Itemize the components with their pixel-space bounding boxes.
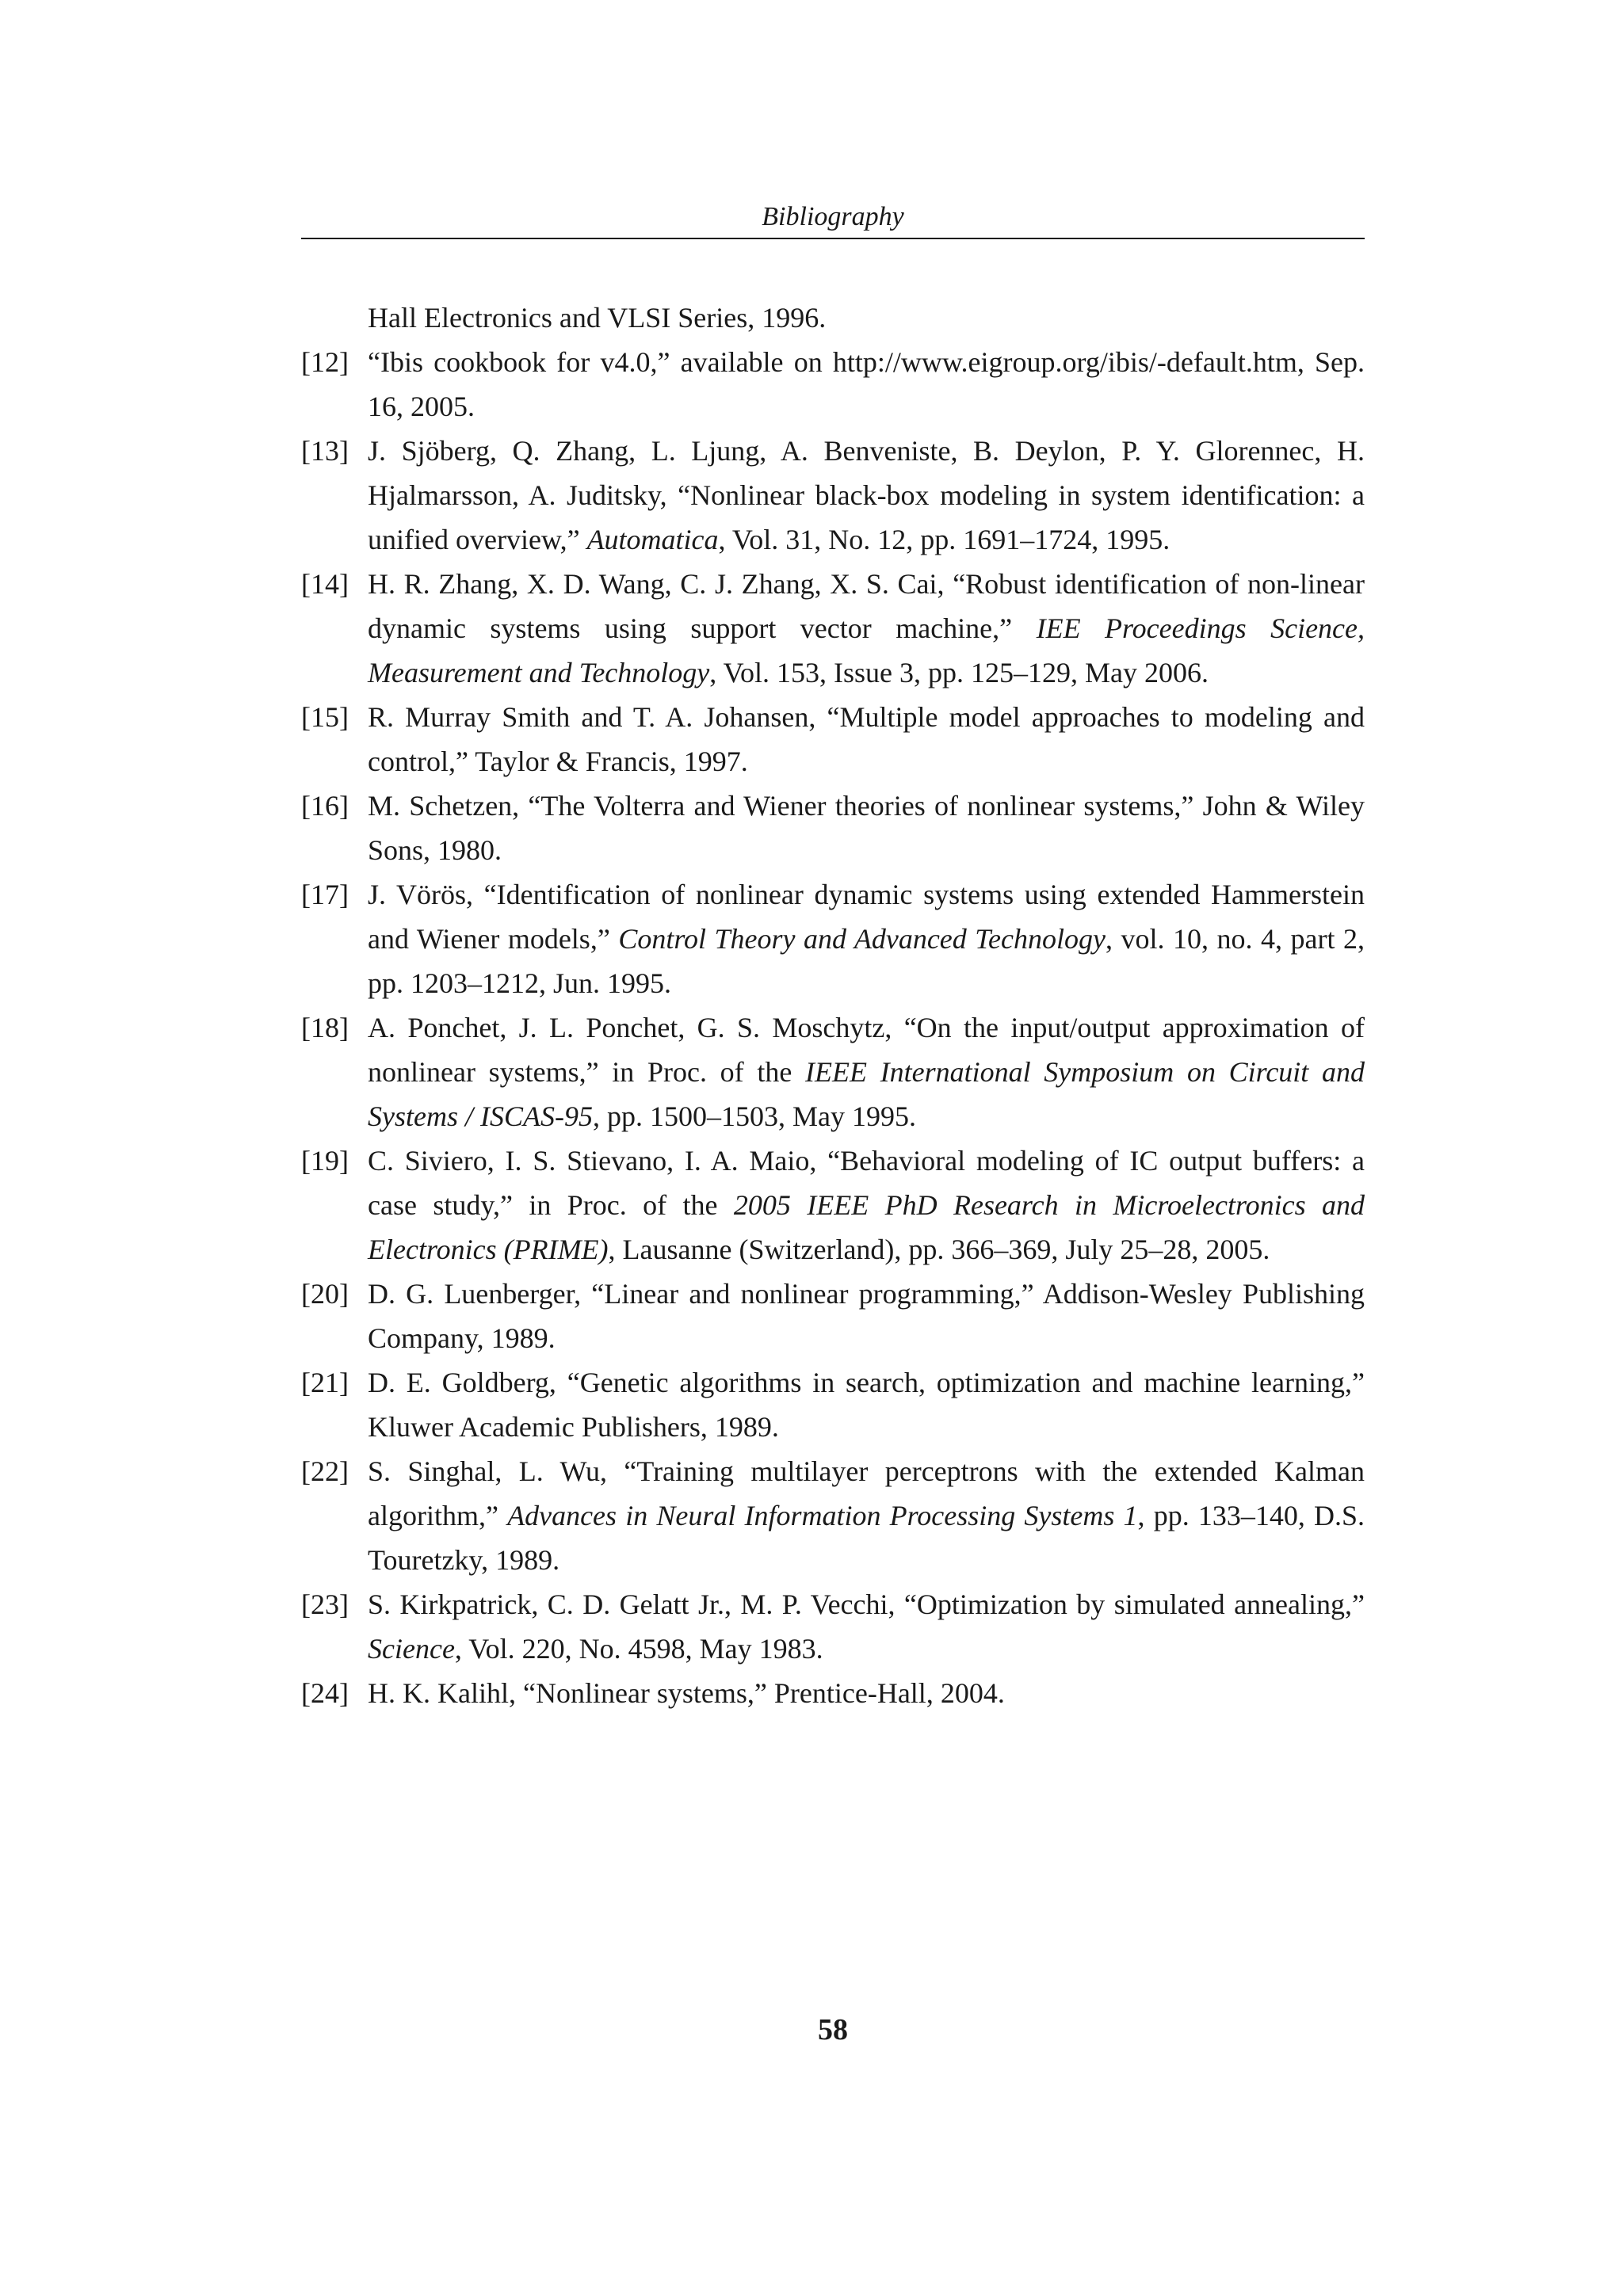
reference-text: H. R. Zhang, X. D. Wang, C. J. Zhang, X. S. Cai, “Robust identification of non-linear dynamic systems using support vector machine,” <box>368 568 1365 644</box>
reference-venue: IEE Proceedings Science, Measurement and Technology <box>368 612 1365 688</box>
reference-text: , Vol. 31, No. 12, pp. 1691–1724, 1995. <box>718 524 1170 555</box>
reference-entry <box>301 562 1365 695</box>
reference-number: [17] <box>301 879 349 910</box>
reference-number: [14] <box>301 568 349 600</box>
reference-text: H. K. Kalihl, “Nonlinear systems,” Prentice-Hall, 2004. <box>368 1677 1005 1709</box>
reference-number: [15] <box>301 701 349 733</box>
reference-entry <box>301 784 1365 872</box>
reference-number: [19] <box>301 1145 349 1177</box>
reference-text: R. Murray Smith and T. A. Johansen, “Multiple model approaches to modeling and control,” Taylor & Francis, 1997. <box>368 701 1365 777</box>
reference-text: D. E. Goldberg, “Genetic algorithms in search, optimization and machine learning,” Kluwer Academic Publishers, 1989. <box>368 1367 1365 1443</box>
reference-number: [22] <box>301 1455 349 1487</box>
reference-entry <box>301 340 1365 429</box>
reference-text: A. Ponchet, J. L. Ponchet, G. S. Moschytz, “On the input/output approximation of nonlinear systems,” in Proc. of the <box>368 1012 1365 1088</box>
reference-entry <box>301 695 1365 784</box>
reference-entry <box>301 1138 1365 1272</box>
reference-text: , vol. 10, no. 4, part 2, pp. 1203–1212, Jun. 1995. <box>368 923 1365 999</box>
reference-text: , pp. 1500–1503, May 1995. <box>592 1100 916 1132</box>
reference-text: , Lausanne (Switzerland), pp. 366–369, July 25–28, 2005. <box>608 1234 1270 1265</box>
reference-venue: 2005 IEEE PhD Research in Microelectronics and Electronics (PRIME) <box>368 1189 1365 1265</box>
reference-entry <box>301 1360 1365 1449</box>
reference-venue: Control Theory and Advanced Technology <box>618 923 1106 955</box>
reference-text: J. Vörös, “Identification of nonlinear dynamic systems using extended Hammerstein and Wiener models,” <box>368 879 1365 955</box>
running-head: Bibliography <box>762 202 904 231</box>
reference-entry <box>301 429 1365 562</box>
reference-text: , pp. 133–140, D.S. Touretzky, 1989. <box>368 1500 1365 1576</box>
reference-entry <box>301 1671 1365 1715</box>
reference-entry <box>301 1582 1365 1671</box>
reference-number: [12] <box>301 346 349 378</box>
header-rule <box>301 238 1365 239</box>
reference-text: M. Schetzen, “The Volterra and Wiener theories of nonlinear systems,” John & Wiley Sons, 1980. <box>368 790 1365 866</box>
reference-text: “Ibis cookbook for v4.0,” available on http://www.eigroup.org/ibis/-default.htm, Sep. 16, 2005. <box>368 346 1365 422</box>
reference-entries <box>301 340 1365 1715</box>
reference-number: [21] <box>301 1367 349 1398</box>
reference-number: [16] <box>301 790 349 822</box>
document-page <box>301 0 1365 2296</box>
reference-venue: IEEE International Symposium on Circuit and Systems / ISCAS-95 <box>368 1056 1365 1132</box>
reference-venue: Advances in Neural Information Processing Systems 1 <box>507 1500 1138 1531</box>
reference-text: C. Siviero, I. S. Stievano, I. A. Maio, “Behavioral modeling of IC output buffers: a case study,” in Proc. of the <box>368 1145 1365 1221</box>
reference-venue: Science <box>368 1633 455 1665</box>
reference-entry <box>301 1005 1365 1138</box>
reference-text: J. Sjöberg, Q. Zhang, L. Ljung, A. Benveniste, B. Deylon, P. Y. Glorennec, H. Hjalmarsson, A. Juditsky, “Nonlinear black-box modeling in system identification: a unified overview,” <box>368 435 1365 555</box>
reference-number: [13] <box>301 435 349 467</box>
reference-text: , Vol. 220, No. 4598, May 1983. <box>454 1633 823 1665</box>
reference-entry <box>301 1449 1365 1582</box>
reference-number: [18] <box>301 1012 349 1043</box>
reference-number: [24] <box>301 1677 349 1709</box>
reference-entry <box>301 872 1365 1005</box>
continued-reference-text: Hall Electronics and VLSI Series, 1996. <box>368 302 827 334</box>
reference-entry <box>301 1272 1365 1360</box>
reference-text: S. Singhal, L. Wu, “Training multilayer perceptrons with the extended Kalman algorithm,” <box>368 1455 1365 1531</box>
reference-number: [23] <box>301 1589 349 1620</box>
reference-text: S. Kirkpatrick, C. D. Gelatt Jr., M. P. Vecchi, “Optimization by simulated annealing,” <box>368 1589 1365 1620</box>
bibliography-list <box>301 296 1365 1715</box>
reference-venue: Automatica <box>586 524 719 555</box>
reference-text: D. G. Luenberger, “Linear and nonlinear programming,” Addison-Wesley Publishing Company, 1989. <box>368 1278 1365 1354</box>
reference-number: [20] <box>301 1278 349 1310</box>
page-number: 58 <box>818 2013 848 2046</box>
reference-text: , Vol. 153, Issue 3, pp. 125–129, May 2006. <box>709 657 1209 688</box>
